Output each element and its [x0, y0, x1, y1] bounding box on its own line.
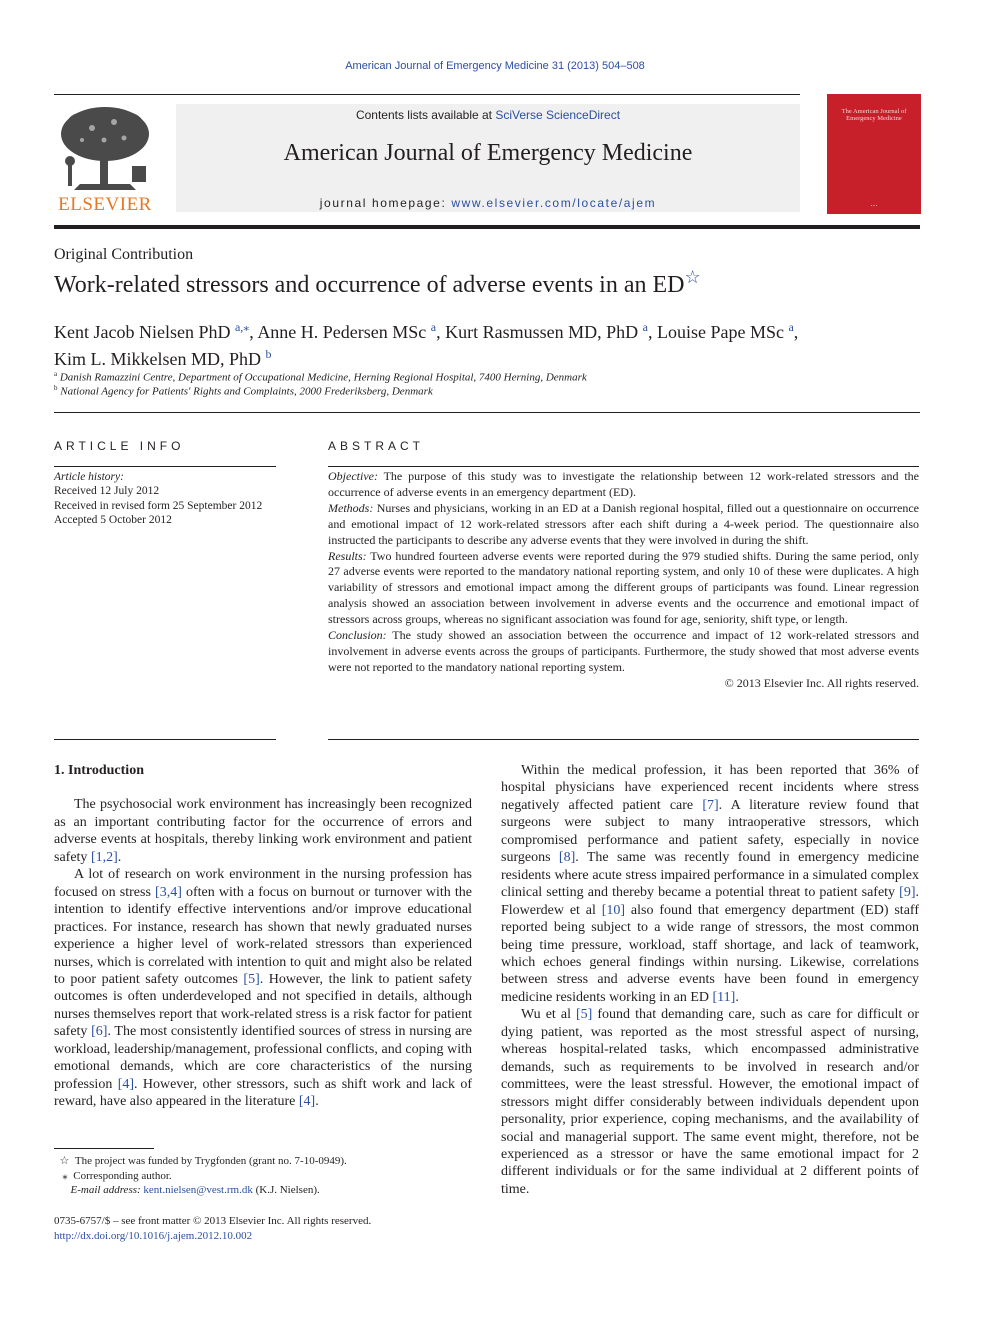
elsevier-logo — [54, 104, 156, 216]
sciencedirect-link[interactable]: SciVerse ScienceDirect — [495, 108, 621, 122]
affiliation-mark: a — [54, 370, 58, 378]
affiliation-a — [54, 370, 587, 384]
article-type: Original Contribution — [54, 246, 194, 263]
corresponding-footnote — [54, 1169, 347, 1184]
author-separator: , — [249, 322, 258, 342]
history-label: Article history: — [54, 471, 124, 483]
masthead-top-rule — [54, 94, 800, 95]
paragraph-text: found that demanding care, such as care for difficult or dying patient, was reported as the most stressful aspect of nursing, whereas hospital-related tasks, which encompassed administrative demands, such as requirements to be involved in research and/or committees, were the least stressful. However, the emotional impact of stressors might differ considerably between individuals dependent upon personality, prior experience, coping mechanisms, and the availability of social and managerial support. The same event might, therefore, not be experienced as a stressor or have the same emotional impact for 2 different individuals or for the same individual at 2 different points of time. — [501, 1007, 919, 1197]
email-footnote — [54, 1183, 347, 1198]
abstract-label: Conclusion: — [328, 628, 387, 643]
head-divider — [54, 412, 920, 413]
abstract-label: Objective: — [328, 469, 378, 483]
cover-title: The American Journal of Emergency Medicine — [841, 108, 907, 122]
author-separator: , — [793, 322, 799, 342]
paragraph-text: . A literature review found that surgeons were subject to many intraoperative stressors, which compromised performance and patient safety, especially in novice surgeons — [501, 797, 919, 866]
left-paragraphs — [54, 796, 472, 1110]
affiliation-mark: b — [54, 384, 58, 392]
history-accepted: Accepted 5 October 2012 — [54, 513, 172, 526]
body-left-column — [54, 762, 472, 1111]
history-revised: Received in revised form 25 September 2012 — [54, 499, 263, 512]
email-label: E-mail address: — [70, 1184, 141, 1196]
homepage-link[interactable]: www.elsevier.com/locate/ajem — [451, 196, 657, 210]
author-name: Louise Pape MSc — [656, 322, 784, 342]
paragraph-text: . — [117, 849, 122, 865]
abstract-body — [328, 469, 919, 692]
funding-text: The project was funded by Trygfonden (grant no. 7-10-0949). — [74, 1155, 347, 1167]
author-3 — [445, 322, 657, 342]
paragraph-text: The psychosocial work environment has increasingly been recognized as an important contributing factor for the occurrence of errors and adverse events at hospitals, thereby linking work environment and patient safety — [54, 797, 472, 865]
contents-line — [176, 108, 800, 122]
article-title — [54, 267, 701, 299]
paragraph-text: . The most consistently identified sources of stress in nursing are workload, leadership/management, professional conflicts, and coping with emotional demands, which are core characteristics of the nursing profession — [54, 1024, 472, 1092]
reference-link[interactable]: [5] — [243, 971, 260, 987]
abstract-text: Nurses and physicians, working in an ED at a Danish regional hospital, filled out a questionnaire on occurrence and emotional impact of 12 work-related stressors after each shift during a 4-week period. The questionnaire also instructed the participants to describe any adverse events that they were involved in during the shift. — [328, 500, 919, 547]
corresponding-star-icon: ⁎ — [62, 1169, 68, 1182]
reference-link[interactable]: [4] — [298, 1094, 316, 1110]
corresponding-text: Corresponding author. — [73, 1169, 172, 1182]
elsevier-wordmark: ELSEVIER — [58, 194, 152, 215]
article-history — [54, 470, 262, 527]
abstract-objective — [328, 469, 919, 501]
email-suffix: (K.J. Nielsen). — [252, 1184, 320, 1196]
abstract-label: Methods: — [328, 500, 374, 515]
abstract-rule — [328, 466, 919, 467]
paragraph-text: . — [315, 1094, 319, 1110]
author-affiliation-mark[interactable]: a — [788, 320, 794, 334]
cover-decoration: • • • — [870, 203, 878, 208]
journal-masthead — [176, 104, 800, 212]
paragraph-text: Within the medical profession, it has been reported that 36% of hospital physicians have experienced recent incidents where stress negatively affected patient care — [501, 763, 919, 813]
abstract-conclusion — [328, 628, 919, 676]
footnotes — [54, 1154, 347, 1198]
author-name: Kim L. Mikkelsen MD, PhD — [54, 349, 261, 369]
funding-star-icon: ☆ — [59, 1155, 70, 1167]
abstract-text: Two hundred fourteen adverse events were reported during the 979 studied shifts. During the same period, only 27 adverse events were reported to the mandatory national reporting system, and only 10 of these were duplicates. A high variability of stressors and emotional impact among the different groups of participants was found. Linear regression analysis showed an association between involvement in adverse events and the occurrence and emotional impact of stressors across groups, whereas no significant association was found for age, seniority, shift type, or length. — [328, 548, 919, 627]
body-paragraph — [501, 1006, 919, 1198]
author-list — [54, 316, 924, 370]
abstract-heading: ABSTRACT — [328, 439, 425, 453]
email-link[interactable]: kent.nielsen@vest.rm.dk — [143, 1184, 253, 1196]
reference-link[interactable]: [4] — [117, 1076, 135, 1092]
doi-link[interactable]: http://dx.doi.org/10.1016/j.ajem.2012.10.002 — [54, 1229, 253, 1242]
article-title-text: Work-related stressors and occurrence of adverse events in an ED — [54, 272, 685, 298]
journal-cover-thumbnail — [827, 94, 921, 214]
front-matter — [54, 1214, 371, 1243]
issn-line: 0735-6757/$ – see front matter © 2013 Elsevier Inc. All rights reserved. — [54, 1215, 372, 1227]
footnote-rule — [54, 1148, 154, 1149]
heading-gap — [54, 779, 472, 796]
affiliation-text: Danish Ramazzini Centre, Department of Occupational Medicine, Herning Regional Hospital, 7400 Herning, Denmark — [59, 371, 587, 384]
author-affiliation-mark[interactable]: b — [265, 347, 272, 361]
abstract-text: The study showed an association between the occurrence and impact of 12 work-related stressors and involvement in adverse events across the groups of participants. Furthermore, the study showed that most adverse events were not reported to the mandatory national reporting system. — [328, 628, 919, 674]
paragraph-text: . Flowerdew et al — [501, 885, 919, 918]
author-5 — [54, 349, 272, 369]
author-2 — [257, 322, 445, 342]
author-affiliation-mark[interactable]: a — [642, 320, 648, 334]
abstract-methods — [328, 501, 919, 549]
abstract-bottom-rule — [328, 739, 919, 740]
elsevier-tree-icon — [54, 104, 156, 194]
author-affiliation-mark[interactable]: a, — [234, 320, 244, 334]
paragraph-text: . However, other stressors, such as shift work and lack of reward, have also appeared in the literature — [54, 1076, 472, 1110]
history-received: Received 12 July 2012 — [54, 485, 160, 498]
article-info-bottom-rule — [54, 739, 276, 740]
body-paragraph — [501, 762, 919, 1006]
section-heading-introduction: 1. Introduction — [54, 763, 144, 778]
paragraph-text: . The same was recently found in emergency medicine residents where acute stress impaired performance in a simulated complex clinical setting and thereby became a potential threat to patient safety — [501, 850, 919, 901]
affiliation-text: National Agency for Patients' Rights and Complaints, 2000 Frederiksberg, Denmark — [60, 385, 433, 398]
author-affiliation-mark[interactable]: a — [430, 320, 437, 334]
paragraph-text: also found that emergency department (ED) staff reported being subject to a wide range of stressors, the most common being time pressure, workload, staff shortage, and lack of teamwork, which echoes general findings within nursing. Likewise, correlations between stress and adverse events have been found in emergency medicine residents working in an ED — [501, 902, 919, 1005]
author-separator: , — [647, 322, 657, 342]
reference-link[interactable]: [8] — [558, 850, 576, 866]
title-footnote-star-icon[interactable]: ☆ — [684, 267, 701, 287]
reference-link[interactable]: [7] — [702, 797, 719, 813]
author-separator: , — [436, 322, 446, 342]
reference-link[interactable]: [9] — [899, 885, 916, 901]
article-info-rule — [54, 466, 276, 467]
abstract-label: Results: — [328, 548, 367, 563]
header-thick-rule — [54, 225, 920, 229]
journal-name: American Journal of Emergency Medicine — [283, 140, 693, 166]
affiliation-b — [54, 384, 433, 398]
body-right-column — [501, 762, 919, 1198]
funding-footnote — [54, 1154, 347, 1169]
author-name: Anne H. Pedersen MSc — [257, 322, 427, 342]
body-paragraph — [54, 796, 472, 866]
reference-link[interactable]: [5] — [576, 1007, 593, 1023]
contents-prefix: Contents lists available at — [355, 108, 496, 122]
reference-link[interactable]: [10] — [601, 902, 626, 918]
author-name: Kent Jacob Nielsen PhD — [54, 322, 231, 342]
reference-link[interactable]: [3,4] — [155, 884, 182, 900]
article-info-heading: ARTICLE INFO — [54, 439, 185, 453]
right-paragraphs — [501, 762, 919, 1198]
body-paragraph — [54, 866, 472, 1110]
abstract-text: The purpose of this study was to investigate the relationship between 12 work-related stressors and the occurrence of adverse events in an emergency department (ED). — [328, 469, 919, 499]
reference-link[interactable]: [11] — [712, 989, 736, 1005]
abstract-results — [328, 549, 919, 629]
author-name: Kurt Rasmussen MD, PhD — [445, 322, 639, 342]
journal-citation[interactable]: American Journal of Emergency Medicine 31 (2013) 504–508 — [345, 60, 645, 72]
reference-link[interactable]: [6] — [91, 1024, 108, 1040]
homepage-line — [176, 196, 800, 210]
homepage-prefix: journal homepage: — [319, 196, 452, 210]
paragraph-text: . However, the link to patient safety outcomes is often underdeveloped and not specified in details, although nurses themselves report that work-related stress is a risk factor for patient safety — [54, 971, 473, 1040]
paragraph-text: often with a focus on burnout or turnover with the intention to identify effective interventions and/or improve educational practices. For instance, research has shown that newly graduated nurses experience a higher level of work-related stressors than experienced nurses, which is correlated with intention to quit and might also be related to poor patient safety outcomes — [54, 884, 473, 987]
reference-link[interactable]: [1,2] — [90, 849, 118, 865]
author-4 — [657, 322, 798, 342]
corresponding-author-star-icon[interactable]: ⁎ — [243, 320, 250, 334]
paragraph-text: A lot of research on work environment in the nursing profession has focused on stress — [54, 867, 472, 900]
paragraph-text: Wu et al — [521, 1007, 577, 1023]
author-1 — [54, 322, 257, 342]
abstract-copyright: © 2013 Elsevier Inc. All rights reserved. — [724, 675, 919, 690]
paragraph-text: . — [735, 989, 739, 1005]
